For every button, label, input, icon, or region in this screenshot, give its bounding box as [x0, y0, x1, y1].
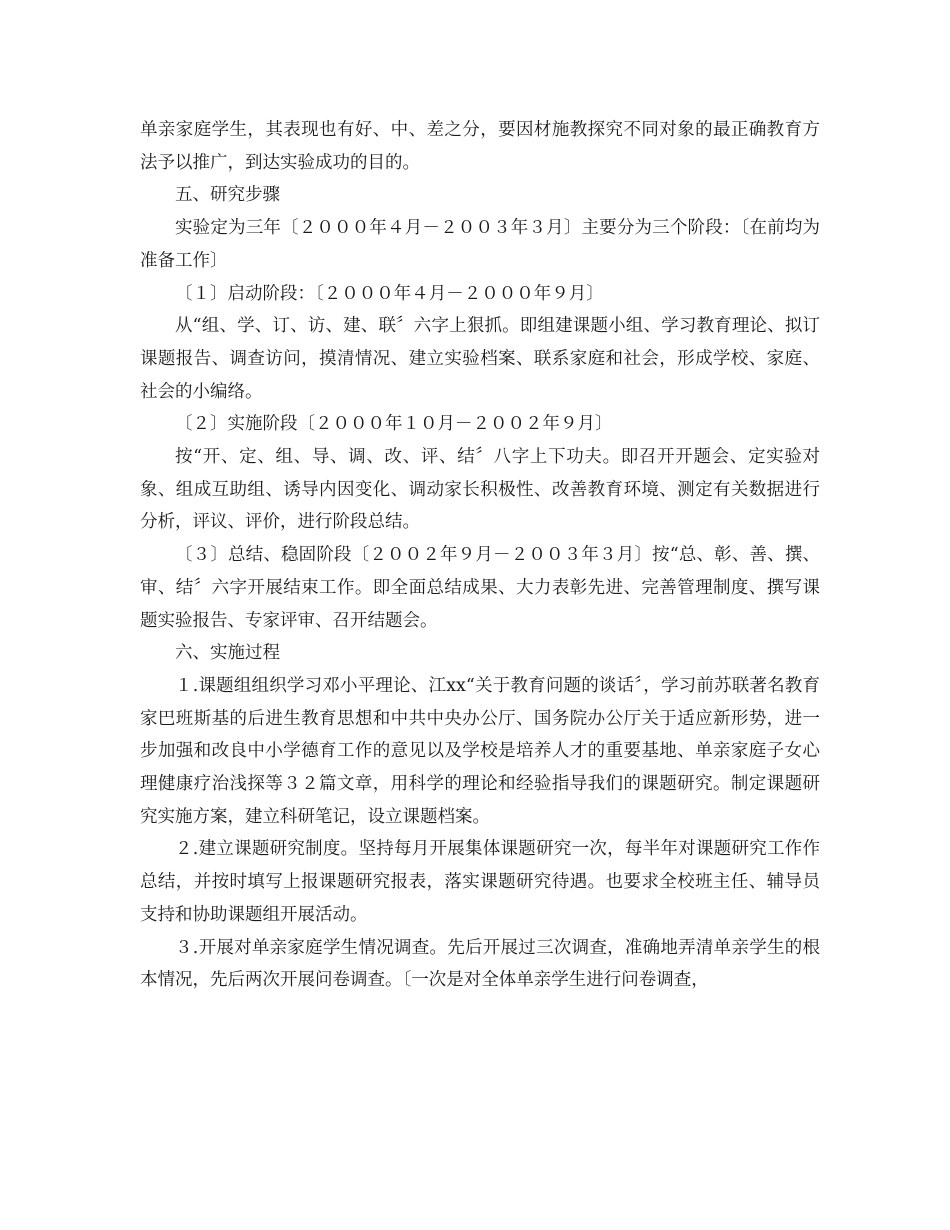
paragraph: 实验定为三年〔２０００年４月－２００３年３月〕主要分为三个阶段：〔在前均为准备工作〕	[140, 218, 820, 271]
document-body	[140, 114, 820, 997]
section-heading: 六、实施过程	[175, 643, 280, 664]
paragraph: ３.开展对单亲家庭学生情况调查。先后开展过三次调查，准确地弄清单亲学生的根本情况，先后两次开展问卷调查。〔一次是对全体单亲学生进行问卷调查，	[140, 937, 820, 991]
paragraph: 从“组、学、订、访、建、联〞六字上狠抓。即组建课题小组、学习教育理论、拟订课题报告、调查访问，摸清情况、建立实验档案、联系家庭和社会，形成学校、家庭、社会的小编络。	[140, 316, 820, 402]
paragraph: 〔３〕总结、稳固阶段〔２００２年９月－２００３年３月〕按“总、彰、善、撰、审、结〞六字开展结束工作。即全面总结成果、大力表彰先进、完善管理制度、撰写课题实验报告、专家评审、召开结题会。	[140, 545, 820, 631]
paragraph: １.课题组组织学习邓小平理论、江xx“关于教育问题的谈话〞，学习前苏联著名教育家巴班斯基的后进生教育思想和中共中央办公厅、国务院办公厅关于适应新形势，进一步加强和改良中小学德育工作的意见以及学校是培养人才的重要基地、单亲家庭子女心理健康疗治浅探等３２篇文章，用科学的理论和经验指导我们的课题研究。制定课题研究实施方案，建立科研笔记，设立课题档案。	[140, 675, 820, 827]
paragraph: ２.建立课题研究制度。坚持每月开展集体课题研究一次，每半年对课题研究工作作总结，并按时填写上报课题研究报表，落实课题研究待遇。也要求全校班主任、辅导员支持和协助课题组开展活动。	[140, 839, 820, 925]
paragraph: 单亲家庭学生，其表现也有好、中、差之分，要因材施教探究不同对象的最正确教育方法予以推广，到达实验成功的目的。	[140, 120, 820, 173]
section-heading: 五、研究步骤	[175, 185, 280, 206]
paragraph: 按“开、定、组、导、调、改、评、结〞八字上下功夫。即召开开题会、定实验对象、组成互助组、诱导内因变化、调动家长积极性、改善教育环境、测定有关数据进行分析，评议、评价，进行阶段总结。	[140, 447, 820, 533]
stage-heading: 〔２〕实施阶段〔２０００年１０月－２００２年９月〕	[175, 414, 613, 435]
stage-heading: 〔１〕启动阶段：〔２０００年４月－２０００年９月〕	[175, 283, 604, 304]
